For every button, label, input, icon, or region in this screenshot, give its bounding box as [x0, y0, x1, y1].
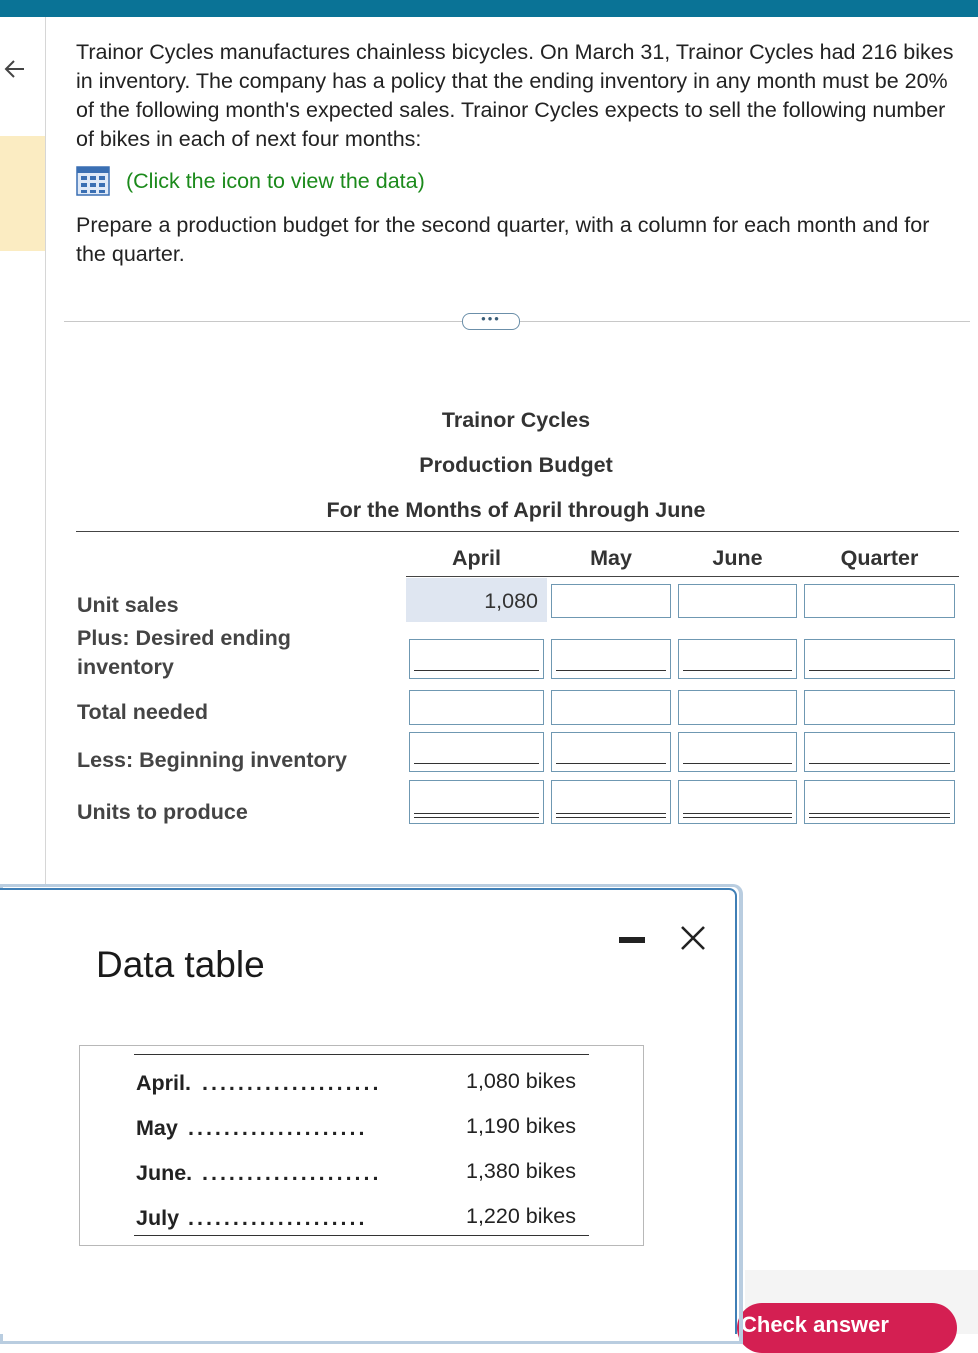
budget-title: Production Budget	[419, 453, 613, 477]
data-link-row[interactable]	[76, 166, 425, 196]
data-table-top-rule	[134, 1054, 589, 1055]
modal-title: Data table	[96, 944, 265, 985]
title-rule	[76, 531, 959, 532]
quarter-unit-sales-input[interactable]	[804, 584, 955, 618]
column-header-may: May	[590, 546, 632, 570]
april-ending-inventory-input[interactable]	[409, 639, 544, 679]
row-label-total-needed: Total needed	[77, 700, 209, 724]
may-units-to-produce-input[interactable]	[551, 780, 671, 824]
row-label-units-to-produce: Units to produce	[77, 800, 248, 824]
row-label-unit-sales: Unit sales	[77, 593, 179, 617]
data-month-july: July	[136, 1206, 180, 1230]
may-unit-sales-input[interactable]	[551, 584, 671, 618]
close-icon[interactable]	[679, 924, 707, 952]
instruction: Prepare a production budget for the second quarter, with a column for each month and for the quarter.	[76, 213, 930, 266]
quarter-beginning-inventory-input[interactable]	[804, 732, 955, 772]
problem-statement: Trainor Cycles manufactures chainless bicycles. On March 31, Trainor Cycles had 216 bikes in inventory. The company has a policy that the ending inventory in any month must be 20% of the following month's expected sales. Trainor Cycles expects to sell the following number of bikes in each of next four months:	[76, 40, 954, 151]
data-value-june: 1,380 bikes	[466, 1159, 576, 1183]
check-answer-button[interactable]: Check answer	[737, 1303, 957, 1353]
quarter-ending-inventory-input[interactable]	[804, 639, 955, 679]
quarter-units-to-produce-input[interactable]	[804, 780, 955, 824]
leader-dots: ....................	[202, 1071, 382, 1095]
question-marker[interactable]	[0, 136, 45, 251]
back-arrow-icon[interactable]	[2, 56, 28, 82]
expand-button[interactable]: •••	[462, 313, 520, 330]
column-header-quarter: Quarter	[840, 546, 919, 570]
may-ending-inventory-input[interactable]	[551, 639, 671, 679]
data-value-may: 1,190 bikes	[466, 1114, 576, 1138]
row-label-beginning-inventory: Less: Beginning inventory	[77, 748, 347, 772]
april-units-to-produce-input[interactable]	[409, 780, 544, 824]
leader-dots: ....................	[202, 1161, 382, 1185]
may-total-needed-input[interactable]	[551, 690, 671, 725]
leader-dots: ....................	[188, 1116, 368, 1140]
budget-period: For the Months of April through June	[326, 498, 706, 522]
data-month-april: April.	[136, 1071, 191, 1095]
data-month-may: May	[136, 1116, 178, 1140]
april-beginning-inventory-input[interactable]	[409, 732, 544, 772]
row-label-desired-ending-inventory: Plus: Desired ending inventory	[77, 626, 291, 679]
view-data-link[interactable]: (Click the icon to view the data)	[126, 168, 425, 193]
top-bar	[0, 0, 978, 17]
april-unit-sales-value: 1,080	[406, 578, 547, 622]
column-header-june: June	[712, 546, 763, 570]
data-value-july: 1,220 bikes	[466, 1204, 576, 1228]
april-total-needed-input[interactable]	[409, 690, 544, 725]
column-header-april: April	[452, 546, 501, 570]
budget-company: Trainor Cycles	[441, 408, 591, 432]
june-units-to-produce-input[interactable]	[678, 780, 797, 824]
data-grid-icon[interactable]	[76, 166, 110, 196]
june-beginning-inventory-input[interactable]	[678, 732, 797, 772]
header-rule	[406, 576, 959, 577]
june-unit-sales-input[interactable]	[678, 584, 797, 618]
data-table-bottom-rule	[134, 1235, 589, 1236]
data-month-june: June.	[136, 1161, 193, 1185]
leader-dots: ....................	[188, 1206, 368, 1230]
june-ending-inventory-input[interactable]	[678, 639, 797, 679]
june-total-needed-input[interactable]	[678, 690, 797, 725]
data-value-april: 1,080 bikes	[466, 1069, 576, 1093]
quarter-total-needed-input[interactable]	[804, 690, 955, 725]
may-beginning-inventory-input[interactable]	[551, 732, 671, 772]
minimize-button[interactable]	[619, 937, 645, 943]
